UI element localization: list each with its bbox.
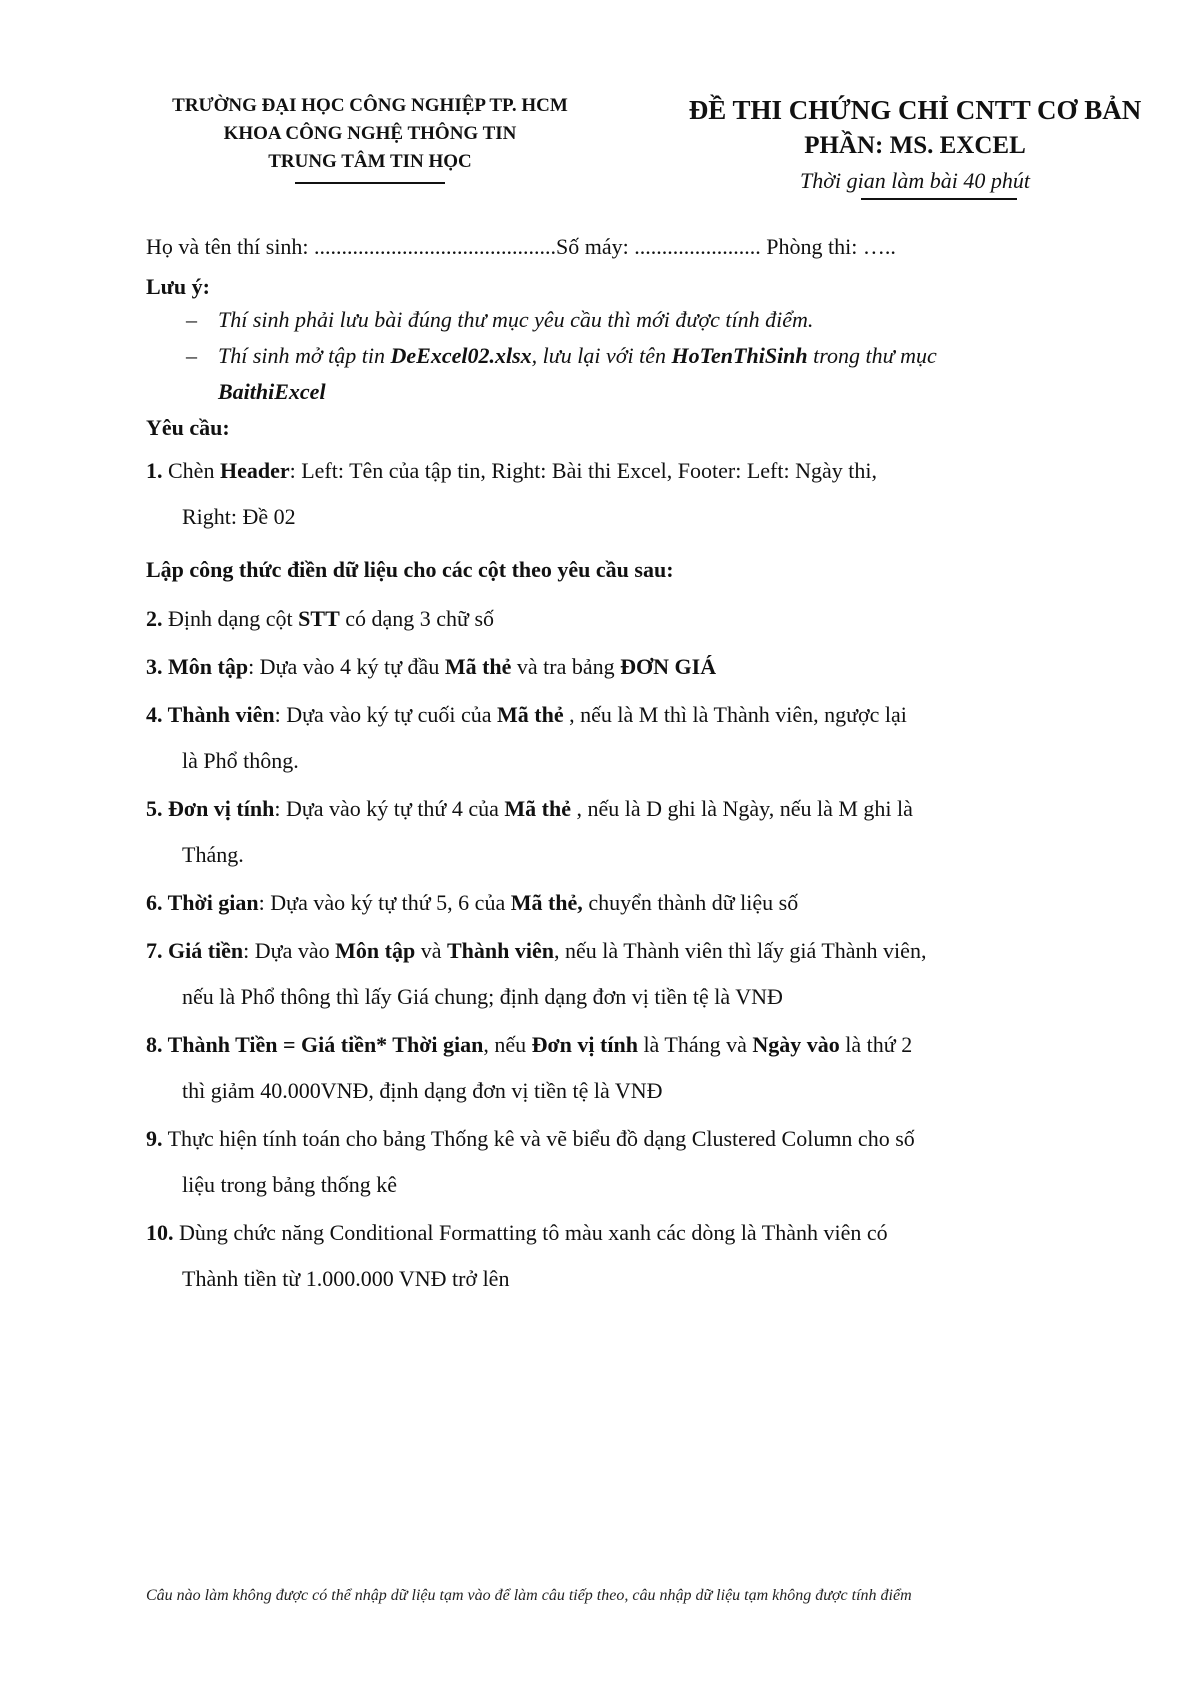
school-header — [140, 92, 600, 184]
exam-part: PHẦN: MS. EXCEL — [804, 132, 1026, 159]
dash-bullet: – — [186, 307, 197, 332]
requirements-title: Yêu cầu: — [146, 415, 230, 440]
save-name: HoTenThiSinh — [671, 343, 808, 368]
note-item: – Thí sinh mở tập tin DeExcel02.xlsx, lưu lại với tên HoTenThiSinh trong thư mục BaithiExcel — [146, 338, 1066, 410]
machine-blank: ....................... — [634, 234, 761, 259]
note-item: – Thí sinh phải lưu bài đúng thư mục yêu cầu thì mới được tính điểm. — [146, 302, 1066, 338]
name-blank: ............................................ — [314, 234, 557, 259]
folder-name: BaithiExcel — [218, 379, 326, 404]
candidate-info-line — [146, 232, 1066, 262]
requirement-4: 4. Thành viên: Dựa vào ký tự cuối của Mã thẻ , nếu là M thì là Thành viên, ngược lại là Phổ thông. — [146, 702, 907, 773]
requirement-1: 1. Chèn Header: Left: Tên của tập tin, Right: Bài thi Excel, Footer: Left: Ngày thi, Right: Đề 02 — [146, 458, 877, 529]
requirement-7: 7. Giá tiền: Dựa vào Môn tập và Thành viên, nếu là Thành viên thì lấy giá Thành viên, nếu là Phổ thông thì lấy Giá chung; định dạng đơn vị tiền tệ là VNĐ — [146, 938, 927, 1009]
requirement-10: 10. Dùng chức năng Conditional Formatting tô màu xanh các dòng là Thành viên có Thành tiền từ 1.000.000 VNĐ trở lên — [146, 1220, 888, 1291]
requirement-6: 6. Thời gian: Dựa vào ký tự thứ 5, 6 của Mã thẻ, chuyển thành dữ liệu số — [146, 890, 799, 915]
requirement-2: 2. Định dạng cột STT có dạng 3 chữ số — [146, 606, 495, 631]
header-right-rule — [861, 198, 1017, 200]
dash-bullet: – — [186, 343, 197, 368]
footer-note: Câu nào làm không được có thể nhập dữ liệu tạm vào để làm câu tiếp theo, câu nhập dữ liệu tạm không được tính điểm — [146, 1587, 912, 1604]
name-label: Họ và tên thí sinh: — [146, 234, 315, 259]
room-label: Phòng thi: ….. — [760, 234, 896, 259]
header-left-rule — [295, 182, 445, 184]
file-name: DeExcel02.xlsx — [390, 343, 532, 368]
requirement-9: 9. Thực hiện tính toán cho bảng Thống kê và vẽ biểu đồ dạng Clustered Column cho số liệu trong bảng thống kê — [146, 1126, 915, 1197]
university-name: TRƯỜNG ĐẠI HỌC CÔNG NGHIỆP TP. HCM — [172, 95, 568, 116]
exam-body — [146, 232, 1066, 1302]
center-name: TRUNG TÂM TIN HỌC — [268, 151, 472, 172]
machine-label: Số máy: — [556, 234, 635, 259]
section-title: Lập công thức điền dữ liệu cho các cột theo yêu cầu sau: — [146, 557, 674, 582]
faculty-name: KHOA CÔNG NGHỆ THÔNG TIN — [223, 123, 517, 144]
requirement-8: 8. Thành Tiền = Giá tiền* Thời gian, nếu Đơn vị tính là Tháng và Ngày vào là thứ 2 thì giảm 40.000VNĐ, định dạng đơn vị tiền tệ là VNĐ — [146, 1032, 913, 1103]
notes-title: Lưu ý: — [146, 274, 210, 299]
exam-header — [650, 92, 1180, 200]
requirement-3: 3. Môn tập: Dựa vào 4 ký tự đầu Mã thẻ và tra bảng ĐƠN GIÁ — [146, 654, 717, 679]
requirement-5: 5. Đơn vị tính: Dựa vào ký tự thứ 4 của Mã thẻ , nếu là D ghi là Ngày, nếu là M ghi là Tháng. — [146, 796, 913, 867]
exam-title: ĐỀ THI CHỨNG CHỈ CNTT CƠ BẢN — [688, 95, 1142, 125]
exam-time: Thời gian làm bài 40 phút — [800, 168, 1030, 193]
